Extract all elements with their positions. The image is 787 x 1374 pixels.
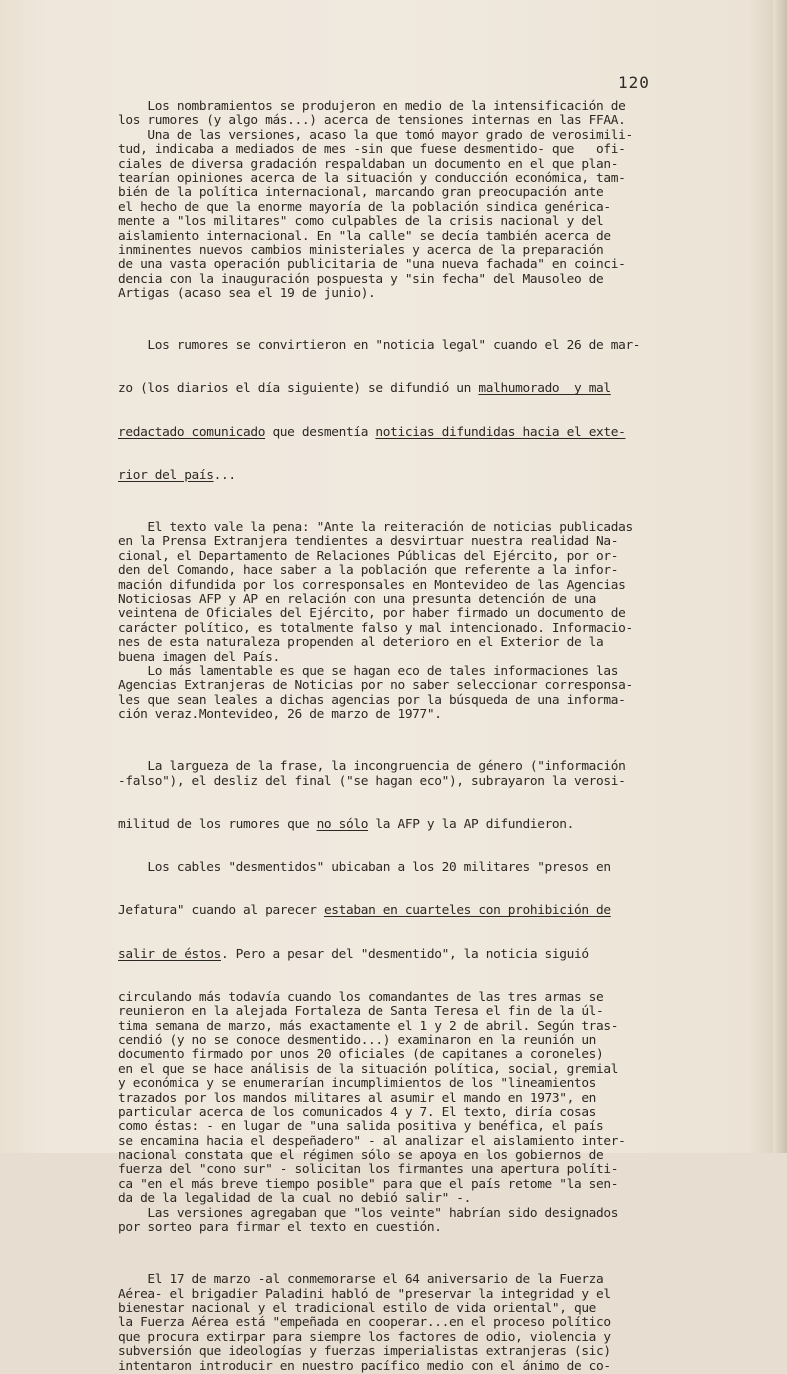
underlined-phrase: estaban en cuarteles con prohibición de bbox=[323, 903, 611, 919]
text-line: Una de las versiones, acaso la que tomó mayor grado de verosimili- bbox=[118, 127, 633, 143]
text-line: mente a "los militares" como culpables de la crisis nacional y del bbox=[118, 214, 604, 230]
text-line: -falso"), el desliz del final ("se hagan eco"), subrayaron la verosi- bbox=[118, 773, 626, 789]
text-line: el hecho de que la enorme mayoría de la población sindica genérica- bbox=[118, 199, 611, 215]
underlined-phrase: no sólo bbox=[316, 816, 369, 832]
paragraph-largueza bbox=[118, 732, 738, 1265]
text-line: Jefatura" cuando al parecer estaban en cuarteles con prohibición de bbox=[118, 903, 611, 919]
text-line: reunieron en la alejada Fortaleza de Santa Teresa el fin de la úl- bbox=[118, 1004, 604, 1020]
text-line: fuerza del "cono sur" - solicitan los firmantes una apertura políti- bbox=[118, 1162, 619, 1178]
text-line: ca "en el más breve tiempo posible" para que el país retome "la sen- bbox=[118, 1176, 619, 1192]
text-line: inminentes nuevos cambios ministeriales y acerca de la preparación bbox=[118, 242, 604, 258]
text-line: veintena de Oficiales del Ejército, por haber firmado un documento de bbox=[118, 606, 626, 622]
text-line: Lo más lamentable es que se hagan eco de tales informaciones las bbox=[118, 664, 619, 679]
text-line: ciales de diversa gradación respaldaban un documento en el que plan- bbox=[118, 156, 619, 172]
text-line: Artigas (acaso sea el 19 de junio). bbox=[118, 286, 376, 302]
text-line: den del Comando, hace saber a la población que referente a la infor- bbox=[118, 563, 619, 579]
paragraph-fuerza-aerea bbox=[118, 1273, 738, 1374]
text-line: intentaron introducir en nuestro pacífico medio con el ánimo de co- bbox=[118, 1358, 611, 1374]
text-line: en el que se hace análisis de la situación política, social, gremial bbox=[118, 1061, 619, 1077]
text-line: Los rumores se convirtieron en "noticia legal" cuando el 26 de mar- bbox=[118, 338, 641, 354]
text-line: Aérea- el brigadier Paladini habló de "preservar la integridad y el bbox=[118, 1286, 611, 1302]
text-line: tearían opiniones acerca de la situación y conducción económica, tam- bbox=[118, 170, 626, 186]
underlined-phrase: noticias difundidas hacia el exte- bbox=[375, 424, 626, 440]
text-line: salir de éstos. Pero a pesar del "desmentido", la noticia siguió bbox=[118, 946, 589, 962]
text-line: nacional constata que el régimen sólo se apoya en los gobiernos de bbox=[118, 1148, 604, 1164]
text-line: como éstas: - en lugar de "una salida positiva y benéfica, el país bbox=[118, 1119, 604, 1135]
text-line: El texto vale la pena: "Ante la reiteración de noticias publicadas bbox=[118, 520, 633, 536]
text-line: dencia con la inauguración pospuesta y "sin fecha" del Mausoleo de bbox=[118, 271, 604, 287]
text-line: bienestar nacional y el tradicional estilo de vida oriental", que bbox=[118, 1301, 597, 1317]
text-line: redactado comunicado que desmentía noticias difundidas hacia el exte- bbox=[118, 424, 626, 440]
text-line: tima semana de marzo, más exactamente el 1 y 2 de abril. Según tras- bbox=[118, 1018, 619, 1034]
text-line: El 17 de marzo -al conmemorarse el 64 aniversario de la Fuerza bbox=[118, 1272, 604, 1288]
paragraph-comunicado bbox=[118, 521, 738, 722]
text-line: ción veraz.Montevideo, 26 de marzo de 1977". bbox=[118, 707, 442, 723]
text-line: por sorteo para firmar el texto en cuestión. bbox=[118, 1220, 442, 1236]
text-line: la Fuerza Aérea está "empeñada en cooperar...en el proceso político bbox=[118, 1315, 611, 1331]
text-line: Agencias Extranjeras de Noticias por no saber seleccionar corresponsa- bbox=[118, 678, 633, 694]
text-line: les que sean leales a dichas agencias por la búsqueda de una informa- bbox=[118, 692, 626, 708]
text-line: bién de la política internacional, marcando gran preocupación ante bbox=[118, 185, 604, 201]
text-line: tud, indicaba a mediados de mes -sin que fuese desmentido- que ofi- bbox=[118, 142, 626, 158]
text-line: cendió (y no se conoce desmentido...) examinaron en la reunión un bbox=[118, 1032, 597, 1048]
text-line: La largueza de la frase, la incongruencia de género ("información bbox=[118, 759, 626, 775]
paragraph-nombramientos bbox=[118, 100, 738, 301]
page-number: 120 bbox=[618, 73, 650, 92]
text-line: de una vasta operación publicitaria de "una nueva fachada" en coinci- bbox=[118, 257, 626, 273]
text-line: carácter político, es totalmente falso y mal intencionado. Informacio- bbox=[118, 620, 633, 636]
body-text bbox=[118, 100, 738, 1374]
text-line: mación difundida por los corresponsales en Montevideo de las Agencias bbox=[118, 577, 626, 593]
text-line: cional, el Departamento de Relaciones Públicas del Ejército, por or- bbox=[118, 548, 619, 564]
text-line: Los cables "desmentidos" ubicaban a los 20 militares "presos en bbox=[118, 860, 611, 876]
text-line: militud de los rumores que no sólo la AFP y la AP difundieron. bbox=[118, 816, 574, 832]
text-line: los rumores (y algo más...) acerca de tensiones internas en las FFAA. bbox=[118, 113, 626, 129]
text-line: documento firmado por unos 20 oficiales (de capitanes a coroneles) bbox=[118, 1047, 604, 1063]
underlined-phrase: redactado comunicado bbox=[118, 424, 266, 440]
text-line: se encamina hacia el despeñadero" - al analizar el aislamiento inter- bbox=[118, 1133, 626, 1149]
paragraph-rumores bbox=[118, 310, 738, 512]
underlined-phrase: rior del país bbox=[118, 467, 214, 483]
text-line: aislamiento internacional. En "la calle" se decía también acerca de bbox=[118, 228, 611, 244]
text-line: particular acerca de los comunicados 4 y 7. El texto, diría cosas bbox=[118, 1104, 597, 1120]
text-line: rior del país... bbox=[118, 467, 236, 483]
text-line: zo (los diarios el día siguiente) se difundió un malhumorado y mal bbox=[118, 381, 611, 397]
text-line: circulando más todavía cuando los comandantes de las tres armas se bbox=[118, 989, 604, 1005]
text-line: Las versiones agregaban que "los veinte" habrían sido designados bbox=[118, 1205, 619, 1221]
text-line: buena imagen del País. bbox=[118, 649, 280, 665]
text-line: nes de esta naturaleza propenden al deterioro en el Exterior de la bbox=[118, 635, 604, 651]
text-line: trazados por los mandos militares al asumir el mando en 1973", en bbox=[118, 1090, 597, 1106]
underlined-phrase: malhumorado y mal bbox=[478, 381, 611, 397]
text-line: Noticiosas AFP y AP en relación con una presunta detención de una bbox=[118, 592, 597, 608]
text-line: que procura extirpar para siempre los factores de odio, violencia y bbox=[118, 1329, 611, 1345]
text-line: en la Prensa Extranjera tendientes a desvirtuar nuestra realidad Na- bbox=[118, 534, 619, 550]
text-line: da de la legalidad de la cual no debió salir" -. bbox=[118, 1191, 472, 1207]
text-line: y económica y se enumerarían incumplimientos de los "lineamientos bbox=[118, 1076, 597, 1092]
page-edge bbox=[773, 0, 787, 1153]
text-line: subversión que ideologías y fuerzas imperialistas extranjeras (sic) bbox=[118, 1344, 611, 1360]
underlined-phrase: salir de éstos bbox=[118, 946, 221, 962]
text-line: Los nombramientos se produjeron en medio de la intensificación de bbox=[118, 99, 626, 114]
